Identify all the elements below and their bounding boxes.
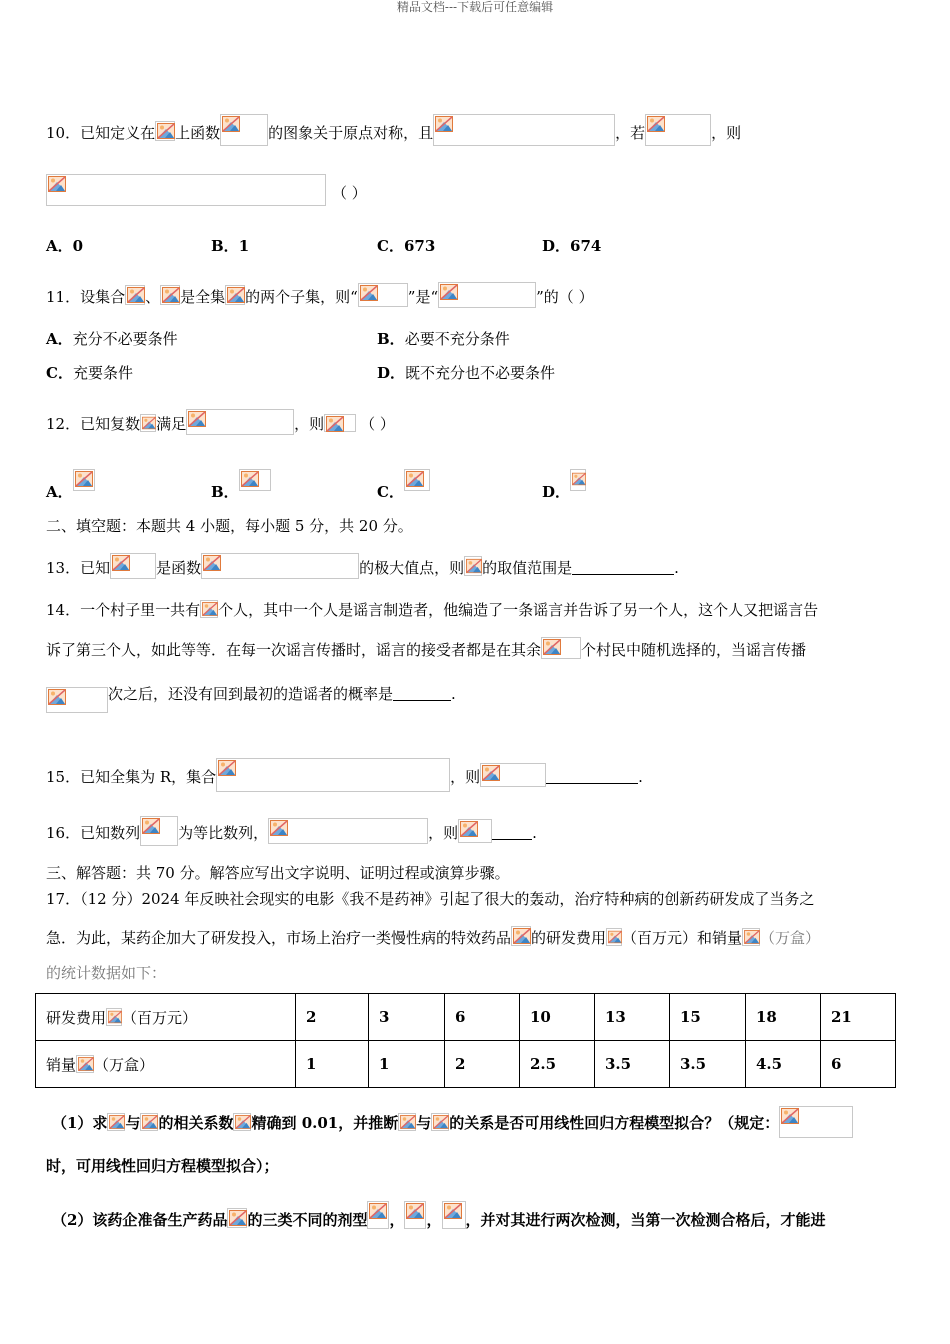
formula-image-icon [541, 637, 581, 659]
table-cell: 1 [369, 1041, 445, 1088]
page-header: 精品文档---下载后可任意编辑 [396, 0, 554, 14]
statistics-table [35, 993, 896, 1088]
q17-line-3: 的统计数据如下： [46, 964, 167, 982]
formula-image-icon [480, 763, 546, 787]
q11-stem: 11．设集合 、 是全集 的两个子集，则“ ”是“ ”的（ ） [46, 282, 594, 308]
table-cell: 2.5 [520, 1041, 595, 1088]
formula-image-icon [324, 414, 356, 432]
q17-part2: （2）该药企准备生产药品 的三类不同的剂型 ， ， ，并对其进行两次检测，当第一次检测合格后，才能进 [52, 1201, 826, 1230]
formula-image-icon [107, 1113, 125, 1131]
table-cell: 13 [595, 994, 670, 1041]
formula-image-icon [140, 816, 178, 846]
formula-image-icon [225, 285, 245, 305]
section-3-title: 三、解答题：共 70 分。解答应写出文字说明、证明过程或演算步骤。 [46, 864, 510, 882]
q17-line-1: 17．（12 分）2024 年反映社会现实的电影《我不是药神》引起了很大的轰动，治疗特种病的创新药研发成了当务之 [46, 890, 815, 908]
formula-image-icon [438, 282, 536, 308]
q10-option-d[interactable]: D．674 [542, 237, 602, 255]
formula-image-icon [160, 285, 180, 305]
formula-image-icon [155, 121, 175, 141]
formula-image-icon [742, 928, 760, 946]
formula-image-icon [110, 553, 156, 579]
formula-image-icon [201, 553, 359, 579]
formula-image-icon [140, 414, 156, 432]
table-cell: 3.5 [670, 1041, 746, 1088]
q17-line-2: 急．为此，某药企加大了研发投入，市场上治疗一类慢性病的特效药品 的研发费用 （百万元）和销量 （万盒） [46, 926, 820, 948]
formula-image-icon [511, 926, 531, 946]
q15-stem: 15．已知全集为 R，集合 ，则 . [46, 758, 643, 792]
formula-image-icon [779, 1106, 853, 1138]
formula-image-icon [404, 1201, 426, 1229]
q10-option-c[interactable]: C．673 [377, 237, 436, 255]
q17-part1-line-2: 时，可用线性回归方程模型拟合）； [46, 1157, 279, 1175]
formula-image-icon [645, 114, 711, 146]
q11-option-d[interactable]: D．既不充分也不必要条件 [377, 364, 556, 382]
formula-image-icon [606, 928, 622, 946]
q13-stem: 13．已知 是函数 的极大值点，则 的取值范围是 . [46, 553, 679, 579]
q11-option-b[interactable]: B．必要不充分条件 [377, 330, 510, 348]
formula-image-icon [268, 818, 428, 844]
formula-image-icon [186, 409, 294, 435]
formula-image-icon [140, 1113, 158, 1131]
table-cell: 6 [445, 994, 520, 1041]
formula-image-icon [73, 469, 95, 491]
table-cell: 2 [445, 1041, 520, 1088]
formula-image-icon [233, 1113, 251, 1131]
q12-option-d[interactable]: D． [542, 469, 586, 502]
formula-image-icon [216, 758, 450, 792]
table-row [36, 994, 896, 1041]
section-2-title: 二、填空题：本题共 4 小题，每小题 5 分，共 20 分。 [46, 517, 413, 535]
formula-image-icon [458, 819, 492, 843]
answer-blank[interactable] [546, 769, 638, 784]
formula-image-icon [200, 600, 218, 618]
q10-formula-line: （ ） [46, 174, 367, 206]
table-cell: 3.5 [595, 1041, 670, 1088]
formula-image-icon [431, 1113, 449, 1131]
table-cell: 1 [296, 1041, 369, 1088]
answer-blank[interactable] [492, 825, 532, 840]
q10-option-a[interactable]: A．0 [46, 237, 84, 255]
answer-blank[interactable] [393, 686, 451, 701]
q11-option-a[interactable]: A．充分不必要条件 [46, 330, 178, 348]
q10-stem: 10．已知定义在 上函数 的图象关于原点对称，且 ，若 ，则 [46, 114, 741, 146]
table-cell: 3 [369, 994, 445, 1041]
q14-line-2: 诉了第三个人，如此等等．在每一次谣言传播时，谣言的接受者都是在其余 个村民中随机选择的，当谣言传播 [46, 637, 806, 660]
q12-stem: 12．已知复数 满足 ，则 （ ） [46, 409, 395, 435]
formula-image-icon [106, 1008, 122, 1026]
q16-stem: 16．已知数列 为等比数列， ，则 . [46, 816, 537, 846]
formula-image-icon [442, 1201, 466, 1229]
table-row-header: 销量 （万盒） [36, 1041, 296, 1088]
formula-image-icon [239, 469, 271, 491]
table-row [36, 1041, 896, 1088]
table-cell: 10 [520, 994, 595, 1041]
q14-line-3: 次之后，还没有回到最初的造谣者的概率是 . [46, 684, 456, 713]
table-cell: 18 [746, 994, 821, 1041]
formula-image-icon [367, 1201, 389, 1229]
table-cell: 21 [821, 994, 896, 1041]
formula-image-icon [220, 114, 268, 146]
table-cell: 6 [821, 1041, 896, 1088]
formula-image-icon [76, 1055, 94, 1073]
formula-image-icon [125, 285, 145, 305]
q17-part1: （1）求 与 的相关系数 精确到 0.01，并推断 与 的关系是否可用线性回归方程模型拟合？（规定： [52, 1106, 853, 1138]
formula-image-icon [227, 1208, 247, 1228]
formula-image-icon [433, 114, 615, 146]
formula-image-icon [358, 283, 408, 307]
formula-image-icon [404, 469, 430, 491]
q10-option-b[interactable]: B．1 [211, 237, 250, 255]
table-cell: 4.5 [746, 1041, 821, 1088]
formula-image-icon [46, 174, 326, 206]
table-row-header: 研发费用 （百万元） [36, 994, 296, 1041]
formula-image-icon [570, 469, 586, 491]
table-cell: 15 [670, 994, 746, 1041]
q14-line-1: 14．一个村子里一共有 个人，其中一个人是谣言制造者，他编造了一条谣言并告诉了另一个人，这个人又把谣言告 [46, 601, 819, 619]
q12-option-a[interactable]: A． [46, 469, 95, 502]
table-cell: 2 [296, 994, 369, 1041]
answer-blank[interactable] [572, 560, 674, 575]
q11-option-c[interactable]: C．充要条件 [46, 364, 133, 382]
formula-image-icon [398, 1113, 416, 1131]
formula-image-icon [46, 687, 108, 713]
q12-option-c[interactable]: C． [377, 469, 430, 502]
formula-image-icon [464, 556, 482, 576]
q12-option-b[interactable]: B． [211, 469, 271, 502]
